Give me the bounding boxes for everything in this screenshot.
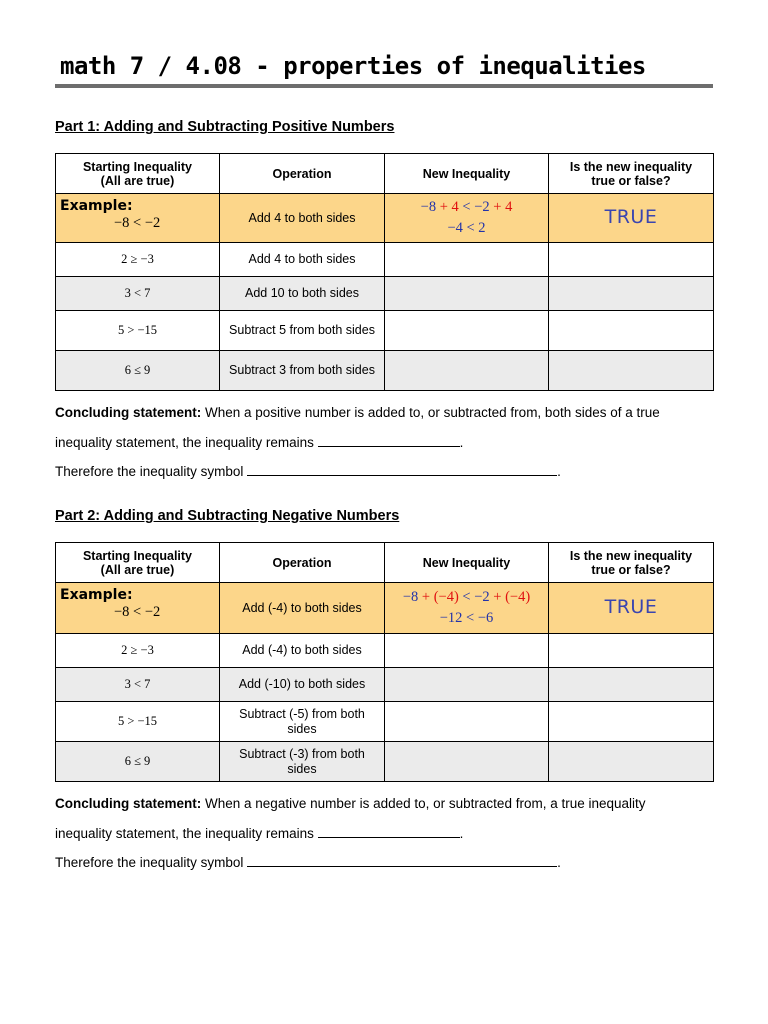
header-new-inequality: New Inequality bbox=[385, 154, 549, 194]
example-start-cell bbox=[56, 194, 220, 243]
new-inequality-blank[interactable] bbox=[385, 311, 549, 351]
part2-heading: Part 2: Adding and Subtracting Negative Numbers bbox=[55, 508, 400, 524]
true-false-blank[interactable] bbox=[549, 702, 714, 742]
example-row bbox=[56, 583, 714, 634]
example-start-cell bbox=[56, 583, 220, 634]
new-inequality-blank[interactable] bbox=[385, 634, 549, 668]
starting-inequality: 5 > −15 bbox=[56, 311, 220, 351]
symbol-blank[interactable] bbox=[247, 854, 557, 867]
operation: Add (-10) to both sides bbox=[220, 668, 385, 702]
starting-inequality: 3 < 7 bbox=[56, 277, 220, 311]
symbol-blank[interactable] bbox=[247, 463, 557, 476]
header-true-false: Is the new inequality true or false? bbox=[549, 543, 714, 583]
math-segment: + 4 bbox=[439, 199, 459, 215]
table-row bbox=[56, 311, 714, 351]
math-segment: < −2 bbox=[458, 199, 494, 215]
true-false-blank[interactable] bbox=[549, 351, 714, 391]
math-segment: −8 bbox=[420, 199, 440, 215]
new-inequality-blank[interactable] bbox=[385, 351, 549, 391]
operation: Add 4 to both sides bbox=[220, 243, 385, 277]
math-segment: + (−4) bbox=[493, 589, 531, 605]
new-inequality-line1 bbox=[389, 587, 544, 608]
table-row bbox=[56, 351, 714, 391]
operation: Subtract 3 from both sides bbox=[220, 351, 385, 391]
table-row bbox=[56, 243, 714, 277]
part2-remains-line: inequality statement, the inequality remains . bbox=[55, 826, 464, 841]
new-inequality-blank[interactable] bbox=[385, 702, 549, 742]
table-row bbox=[56, 634, 714, 668]
example-truth-value: TRUE bbox=[549, 583, 714, 634]
true-false-blank[interactable] bbox=[549, 634, 714, 668]
example-truth-value: TRUE bbox=[549, 194, 714, 243]
true-false-blank[interactable] bbox=[549, 311, 714, 351]
table-row bbox=[56, 742, 714, 782]
part2-table bbox=[55, 542, 714, 782]
part1-heading: Part 1: Adding and Subtracting Positive Numbers bbox=[55, 119, 395, 135]
operation: Subtract (-5) from both sides bbox=[220, 702, 385, 742]
part2-concluding-statement: Concluding statement: When a negative number is added to, or subtracted from, a true inequality bbox=[55, 796, 646, 811]
example-start-inequality: −8 < −2 bbox=[114, 215, 161, 231]
true-false-blank[interactable] bbox=[549, 243, 714, 277]
operation: Add (-4) to both sides bbox=[220, 634, 385, 668]
header-starting-inequality: Starting Inequality (All are true) bbox=[56, 543, 220, 583]
table-row bbox=[56, 277, 714, 311]
new-inequality-line2: −12 < −6 bbox=[439, 610, 494, 626]
part1-remains-line: inequality statement, the inequality remains . bbox=[55, 435, 464, 450]
starting-inequality: 6 ≤ 9 bbox=[56, 351, 220, 391]
starting-inequality: 2 ≥ −3 bbox=[56, 243, 220, 277]
new-inequality-blank[interactable] bbox=[385, 243, 549, 277]
header-starting-inequality: Starting Inequality (All are true) bbox=[56, 154, 220, 194]
starting-inequality: 6 ≤ 9 bbox=[56, 742, 220, 782]
example-operation: Add (-4) to both sides bbox=[220, 583, 385, 634]
operation: Add 10 to both sides bbox=[220, 277, 385, 311]
example-row bbox=[56, 194, 714, 243]
example-label: Example: bbox=[60, 587, 133, 603]
math-segment: −8 bbox=[402, 589, 422, 605]
part2-symbol-line: Therefore the inequality symbol . bbox=[55, 855, 561, 870]
part1-concluding-statement: Concluding statement: When a positive number is added to, or subtracted from, both sides of a true bbox=[55, 405, 660, 420]
math-segment: + (−4) bbox=[421, 589, 459, 605]
new-inequality-line2: −4 < 2 bbox=[447, 220, 486, 236]
header-new-inequality: New Inequality bbox=[385, 543, 549, 583]
operation: Subtract (-3) from both sides bbox=[220, 742, 385, 782]
table-row bbox=[56, 702, 714, 742]
true-false-blank[interactable] bbox=[549, 668, 714, 702]
table-row bbox=[56, 668, 714, 702]
starting-inequality: 2 ≥ −3 bbox=[56, 634, 220, 668]
title-divider bbox=[55, 84, 713, 88]
part1-symbol-line: Therefore the inequality symbol . bbox=[55, 464, 561, 479]
operation: Subtract 5 from both sides bbox=[220, 311, 385, 351]
example-start-inequality: −8 < −2 bbox=[114, 604, 161, 620]
starting-inequality: 3 < 7 bbox=[56, 668, 220, 702]
new-inequality-blank[interactable] bbox=[385, 742, 549, 782]
new-inequality-blank[interactable] bbox=[385, 668, 549, 702]
new-inequality-blank[interactable] bbox=[385, 277, 549, 311]
math-segment: < −2 bbox=[458, 589, 494, 605]
true-false-blank[interactable] bbox=[549, 742, 714, 782]
new-inequality-line1 bbox=[389, 197, 544, 218]
page-title: math 7 / 4.08 - properties of inequalities bbox=[60, 52, 646, 80]
example-label: Example: bbox=[60, 198, 133, 214]
starting-inequality: 5 > −15 bbox=[56, 702, 220, 742]
header-true-false: Is the new inequality true or false? bbox=[549, 154, 714, 194]
remains-blank[interactable] bbox=[318, 434, 460, 447]
header-operation: Operation bbox=[220, 154, 385, 194]
header-operation: Operation bbox=[220, 543, 385, 583]
example-new-inequality bbox=[385, 194, 549, 243]
remains-blank[interactable] bbox=[318, 825, 460, 838]
example-new-inequality bbox=[385, 583, 549, 634]
example-operation: Add 4 to both sides bbox=[220, 194, 385, 243]
true-false-blank[interactable] bbox=[549, 277, 714, 311]
math-segment: + 4 bbox=[493, 199, 513, 215]
part1-table bbox=[55, 153, 714, 391]
